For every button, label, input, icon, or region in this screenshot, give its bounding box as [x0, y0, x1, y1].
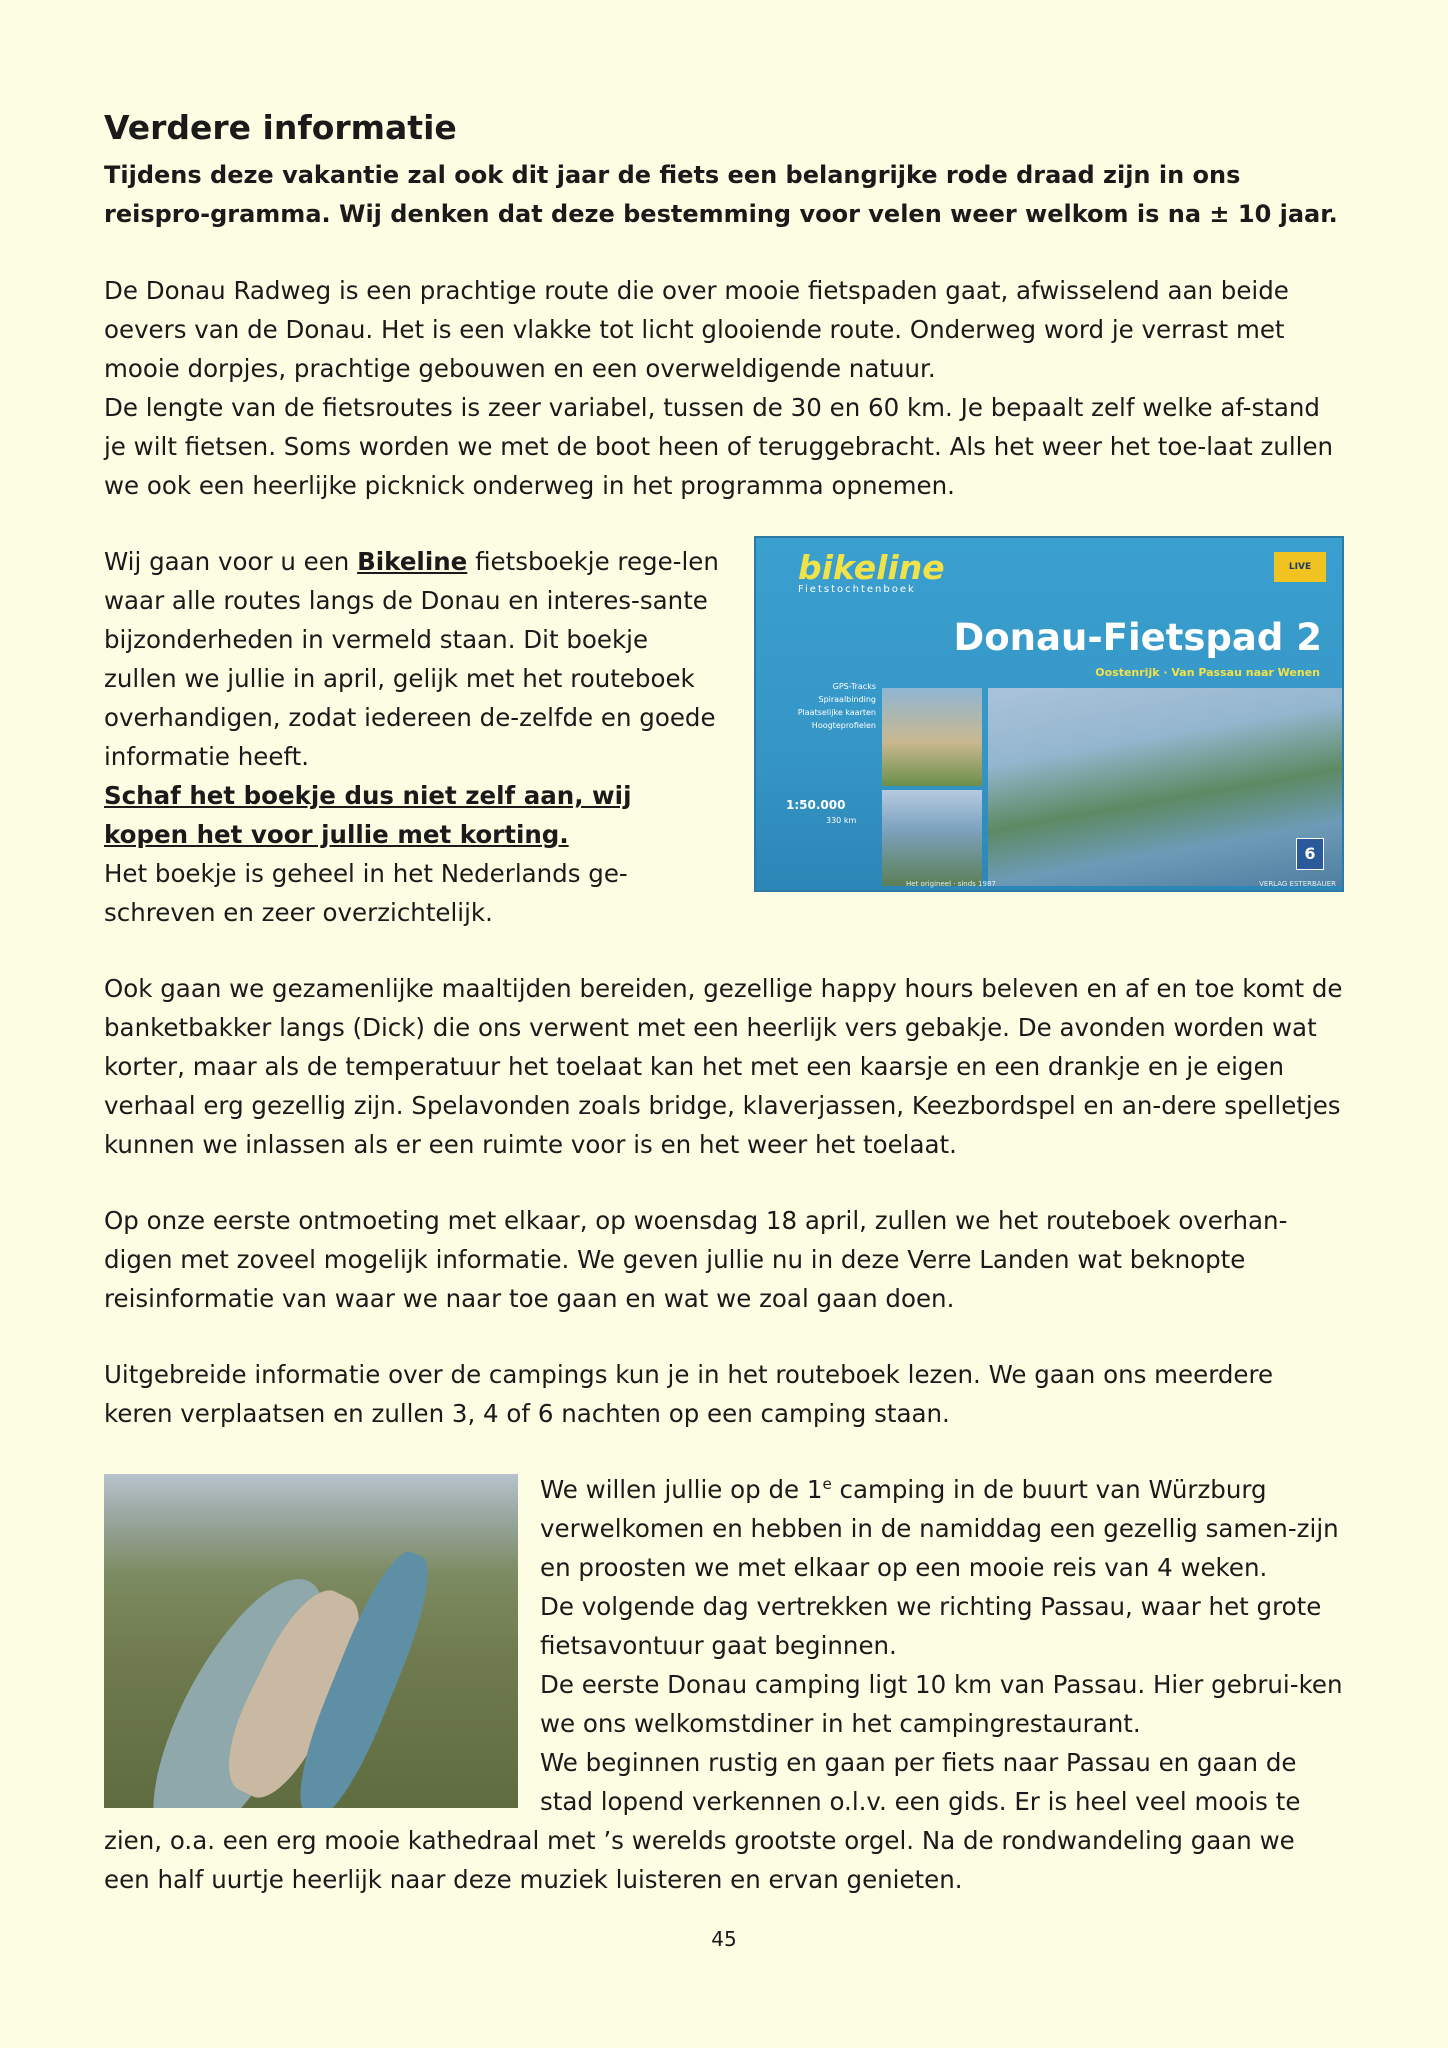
cover-features — [766, 680, 876, 732]
paragraph-route: De Donau Radweg is een prachtige route die over mooie fietspaden gaat, afwisselend aan beide oevers van de Donau. Het is een vlakke tot licht glooiende route. Onderweg word je verrast met mooie dorpjes, prachtige gebouwen en een overweldigende natuur. — [104, 276, 1289, 383]
bikeline-cover-image — [754, 536, 1344, 892]
paragraph-tour: We beginnen rustig en gaan per fiets naar Passau en gaan de stad lopend verkennen o.l.v. een gids. Er is heel veel moois te zien, o.a. een erg mooie kathedraal met ’s werelds grootste orgel. Na de rondwandeling gaan we een half uurtje heerlijk naar deze muziek luisteren en ervan genieten. — [104, 1748, 1301, 1894]
cover-subtitle: Fietstochtenboek — [798, 584, 916, 595]
cover-feature: Plaatselijke kaarten — [797, 708, 876, 717]
cover-footer: Het origineel · sinds 1987 — [906, 880, 996, 888]
paragraph-meeting: Op onze eerste ontmoeting met elkaar, op woensdag 18 april, zullen we het routeboek overhan-digen met zoveel mogelijk informatie. We geven jullie nu in deze Verre Landen wat beknopte reisinformatie van waar we naar toe gaan en wat we zoal gaan doen. — [104, 1206, 1288, 1313]
intro-paragraph: Tijdens deze vakantie zal ook dit jaar de fiets een belangrijke rode draad zijn in ons reispro-gramma. Wij denken dat deze bestemming voor velen weer welkom is na ± 10 jaar. — [104, 161, 1338, 228]
cover-feature: Spiraalbinding — [818, 695, 876, 704]
cover-route: Oostenrijk · Van Passau naar Wenen — [1095, 666, 1320, 679]
cover-feature: Hoogteprofielen — [811, 721, 876, 730]
cover-badge: LIVE — [1274, 552, 1326, 582]
cover-distance: 330 km — [826, 816, 857, 825]
cover-publisher: VERLAG ESTERBAUER — [1259, 880, 1336, 888]
cover-title: Donau-Fietspad 2 — [953, 616, 1322, 659]
paragraph-length: De lengte van de fietsroutes is zeer variabel, tussen de 30 en 60 km. Je bepaalt zelf welke af-stand je wilt fietsen. Soms worden we met de boot heen of teruggebracht. Als het weer het toe-laat zullen we ook een heerlijke picknick onderweg in het programma opnemen. — [104, 393, 1334, 500]
bikeline-name: Bikeline — [357, 547, 468, 576]
cover-scale: 1:50.000 — [786, 798, 846, 812]
paragraph-emphasis: Schaf het boekje dus niet zelf aan, wij kopen het voor jullie met korting. — [104, 781, 632, 849]
cover-brand: bikeline — [798, 548, 945, 587]
danube-landscape-photo — [988, 688, 1342, 886]
section-heading: Verdere informatie — [104, 108, 457, 147]
paragraph-closing: Het boekje is geheel in het Nederlands ge-schreven en zeer overzichtelijk. — [104, 859, 628, 927]
page-content — [104, 106, 1344, 1899]
abbey-photo — [882, 688, 982, 786]
paragraph-bikeline: Wij gaan voor u een Bikeline fietsboekje rege-len waar alle routes langs de Donau en interes-sante bijzonderheden in vermeld staan. Dit boekje zullen we jullie in april, gelijk met het routeboek overhandigen, zodat iedereen de-zelfde en goede informatie heeft. — [104, 547, 719, 771]
paragraph-campings: Uitgebreide informatie over de campings kun je in het routeboek lezen. We gaan ons meerdere keren verplaatsen en zullen 3, 4 of 6 nachten op een camping staan. — [104, 1360, 1274, 1428]
page-number: 45 — [711, 1927, 737, 1951]
paragraph-first-camping: De eerste Donau camping ligt 10 km van Passau. Hier gebrui-ken we ons welkomstdiner in het campingrestaurant. — [540, 1670, 1343, 1738]
cover-volume: 6 — [1296, 838, 1324, 870]
paragraph-welcome: We willen jullie op de 1e camping in de buurt van Würzburg verwelkomen en hebben in de namiddag een gezellig samen-zijn en proosten we met elkaar op een mooie reis van 4 weken. — [540, 1474, 1339, 1582]
paragraph-passau: De volgende dag vertrekken we richting Passau, waar het grote fietsavontuur gaat beginnen. — [540, 1592, 1322, 1660]
cover-feature: GPS-Tracks — [832, 682, 876, 691]
paragraph-evenings: Ook gaan we gezamenlijke maaltijden bereiden, gezellige happy hours beleven en af en toe komt de banketbakker langs (Dick) die ons verwent met een heerlijk vers gebakje. De avonden worden wat korter, maar als de temperatuur het toelaat kan het met een kaarsje en een drankje en je eigen verhaal erg gezellig zijn. Spelavonden zoals bridge, klaverjassen, Keezbordspel en an-dere spelletjes kunnen we inlassen als er een ruimte voor is en het weer het toelaat. — [104, 974, 1343, 1159]
passau-aerial-photo — [104, 1474, 518, 1808]
river-photo — [882, 790, 982, 886]
